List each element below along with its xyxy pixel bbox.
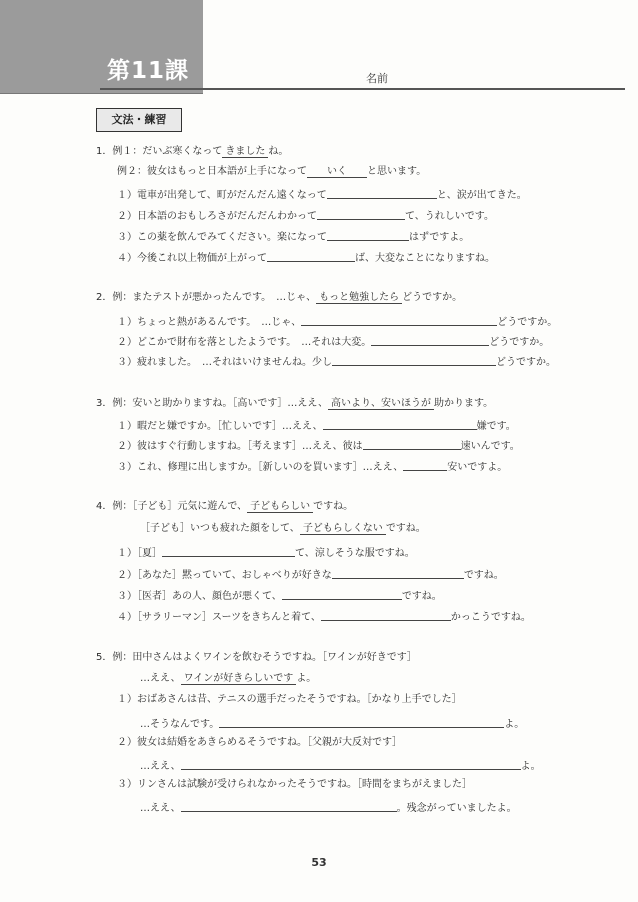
q1-example-1: 1．例１：だいぶ寒くなって きました ね。: [96, 146, 289, 157]
q5-item-3-answer: …ええ、 。残念がっていましたよ。: [140, 800, 517, 815]
q2-example: 2．例：またテストが悪かったんです。 …じゃ、 もっと勉強したら どうですか。: [96, 292, 463, 303]
section-heading: [96, 108, 182, 132]
q3-item-1: １）暇だと嫌ですか。［忙しいです］…ええ、 嫌です。: [117, 418, 516, 433]
answer-blank[interactable]: [321, 609, 451, 621]
name-label: 名前: [366, 72, 388, 85]
answer-blank[interactable]: [267, 250, 355, 262]
answer-blank[interactable]: [323, 418, 477, 430]
q3-item-3: ３）これ、修理に出しますか。［新しいのを買います］…ええ、 安いですよ。: [117, 459, 507, 474]
q5-item-1-question: １）おばあさんは昔、テニスの選手だったそうですね。［かなり上手でした］: [117, 694, 462, 705]
q2-item-3: ３）疲れました。 …それはいけませんね。少し どうですか。: [117, 354, 556, 369]
section-title: 文法・練習: [111, 113, 167, 126]
answer-blank[interactable]: [371, 334, 489, 346]
answer-blank[interactable]: [219, 716, 504, 728]
answer-blank[interactable]: [181, 758, 521, 770]
answer-blank[interactable]: [162, 545, 295, 557]
q4-example-1: 4．例：［子ども］元気に遊んで、 子どもらしい ですね。: [96, 501, 354, 512]
answer-blank[interactable]: [327, 229, 409, 241]
q3-item-2: ２）彼はすぐ行動しますね。［考えます］…ええ、彼は 速いんです。: [117, 438, 520, 453]
q4-example-2: ［子ども］いつも疲れた顔をして、 子どもらしくない ですね。: [140, 523, 426, 534]
answer-blank[interactable]: [317, 208, 405, 220]
page-header: [0, 0, 638, 95]
q1-item-3: ３）この薬を飲んでみてください。楽になって はずですよ。: [117, 229, 469, 244]
q5-example-answer: …ええ、 ワインが好きらしいです よ。: [140, 673, 317, 684]
q1-item-1: １）電車が出発して、町がだんだん遠くなって と、涙が出てきた。: [117, 187, 527, 202]
q2-item-2: ２）どこかで財布を落としたようです。 …それは大変。 どうですか。: [117, 334, 549, 349]
answer-blank[interactable]: [332, 354, 496, 366]
q5-item-1-answer: …そうなんです。 よ。: [140, 716, 524, 731]
answer-blank[interactable]: [301, 314, 497, 326]
q2-item-1: １）ちょっと熱があるんです。 …じゃ、 どうですか。: [117, 314, 557, 329]
answer-blank[interactable]: [181, 800, 397, 812]
header-rule: [100, 88, 625, 90]
q4-item-1: １）［夏］ て、涼しそうな服ですね。: [117, 545, 415, 560]
answer-blank[interactable]: [327, 187, 437, 199]
q4-item-4: ４）［サラリーマン］スーツをきちんと着て、 かっこうですね。: [117, 609, 531, 624]
q5-example-question: 5．例：田中さんはよくワインを飲むそうですね。［ワインが好きです］: [96, 652, 417, 663]
page-number: 53: [311, 856, 327, 869]
q5-item-2-question: ２）彼女は結婚をあきらめるそうですね。［父親が大反対です］: [117, 737, 402, 748]
q4-item-2: ２）［あなた］黙っていて、おしゃべりが好きな ですね。: [117, 567, 504, 582]
lesson-title: 第11課: [106, 58, 189, 84]
tab-rule: [0, 93, 203, 94]
q5-item-3-question: ３）リンさんは試験が受けられなかったそうですね。［時間をまちがえました］: [117, 779, 472, 790]
answer-blank[interactable]: [332, 567, 464, 579]
q4-item-3: ３）［医者］あの人、顔色が悪くて、 ですね。: [117, 588, 442, 603]
q1-example-2: 例２：彼女はもっと日本語が上手になって いく と思います。: [117, 166, 427, 177]
answer-blank[interactable]: [282, 588, 402, 600]
q1-item-4: ４）今後これ以上物価が上がって ば、大変なことになりますね。: [117, 250, 495, 265]
answer-blank[interactable]: [363, 438, 461, 450]
q3-example: 3．例：安いと助かりますね。［高いです］…ええ、 高いより、安いほうが 助かります。: [96, 398, 494, 409]
q5-item-2-answer: …ええ、 よ。: [140, 758, 541, 773]
answer-blank[interactable]: [403, 459, 447, 471]
q1-item-2: ２）日本語のおもしろさがだんだんわかって て、うれしいです。: [117, 208, 494, 223]
